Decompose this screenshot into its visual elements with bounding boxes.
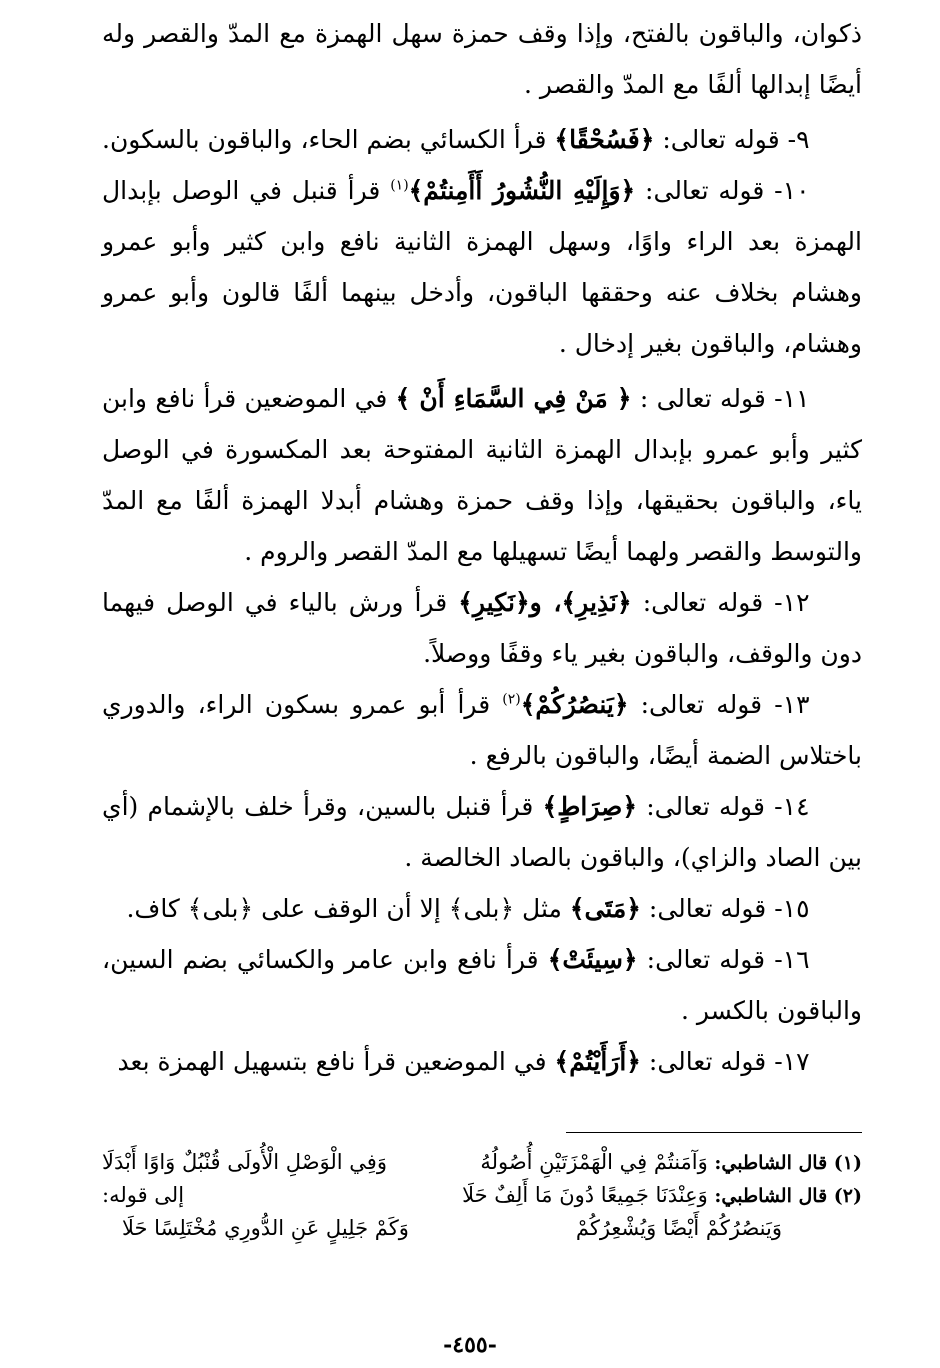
quran-word: ﴿مَتَى﴾ [569, 894, 641, 923]
item-lead: ١٦- قوله تعالى: [637, 945, 810, 974]
footnote-lead: (١) قال الشاطبي: [707, 1152, 862, 1174]
item-lead: ١٣- قوله تعالى: [628, 690, 810, 719]
main-text [102, 8, 862, 1087]
quran-word: ﴿يَنصُرُكُمْ﴾ [520, 690, 629, 719]
verse-second-half: إلى قوله: [102, 1183, 185, 1207]
item-lead: ٩- قوله تعالى: [654, 125, 810, 154]
footnotes [102, 1146, 862, 1244]
item-body: مثل ﴿بلى﴾ إلا أن الوقف على ﴿بلى﴾ كاف. [126, 894, 570, 923]
paragraph-continuation [102, 8, 862, 110]
item-lead: ١٢- قوله تعالى: [631, 588, 810, 617]
paragraph-item-12 [102, 577, 862, 679]
quran-word: ﴿نَذِيرِ﴾، و﴿نَكِيرِ﴾ [458, 588, 632, 617]
verse-first-half: وَعِنْدَنَا جَمِيعًا دُونَ مَا أَلِفٌ حَلَا [462, 1183, 708, 1207]
quran-word: ﴿وَإِلَيْهِ النُّشُورُ أَأَمِنتُمْ﴾ [408, 176, 636, 205]
quran-word: ﴿سِيئَتْ﴾ [547, 945, 638, 974]
footnote-1 [102, 1146, 862, 1179]
item-lead: ١٤- قوله تعالى: [637, 792, 810, 821]
paragraph-item-10 [102, 165, 862, 369]
footnote-2 [102, 1179, 862, 1212]
quran-word: ﴿صِرَاطٍ﴾ [542, 792, 637, 821]
item-lead: ١٥- قوله تعالى: [640, 894, 810, 923]
item-body: قرأ قنبل بالسين، وقرأ خلف بالإشمام (أي بين الصاد والزاي)، والباقون بالصاد الخالصة . [102, 792, 862, 872]
continuation-text: ذكوان، والباقون بالفتح، وإذا وقف حمزة سهل الهمزة مع المدّ والقصر وله أيضًا إبدالها ألفًا مع المدّ والقصر . [102, 19, 862, 99]
paragraph-item-17 [102, 1036, 862, 1087]
footnote-lead: (٢) قال الشاطبي: [707, 1185, 862, 1207]
paragraph-item-16 [102, 934, 862, 1036]
quran-word: ﴿فَسُحْقًا﴾ [554, 125, 655, 154]
item-body: في الموضعين قرأ نافع بتسهيل الهمزة بعد [117, 1047, 555, 1076]
item-body: قرأ الكسائي بضم الحاء، والباقون بالسكون. [102, 125, 555, 154]
item-lead: ١٠- قوله تعالى: [635, 176, 810, 205]
quran-word: ﴿أَرَأَيْتُمْ﴾ [554, 1047, 641, 1076]
item-body: قرأ قنبل في الوصل بإبدال الهمزة بعد الراء واوًا، وسهل الهمزة الثانية نافع وابن كثير وأبو عمرو وهشام بخلاف عنه وحققها الباقون، وأدخل بينهما ألفًا قالون وأبو عمرو وهشام، والباقون بغير إدخال . [102, 176, 862, 358]
verse-first-half: وَآمَنتُمْ فِي الْهَمْزَتَيْنِ أُصُولُهُ [480, 1150, 708, 1174]
paragraph-item-13 [102, 679, 862, 781]
page-number: -٤٥٥- [443, 1332, 497, 1358]
paragraph-item-11 [102, 373, 862, 577]
item-lead: ١٧- قوله تعالى: [640, 1047, 810, 1076]
item-body: قرأ أبو عمرو بسكون الراء، والدوري باختلاس الضمة أيضًا، والباقون بالرفع . [102, 690, 862, 770]
quran-word: ﴿ مَنْ فِي السَّمَاءِ أَنْ ﴾ [395, 384, 632, 413]
footnote-ref: (١) [390, 177, 409, 194]
verse-first-half: وَيَنصُرُكُمْ أَيْضًا وَيُشْعِرُكُمْ [575, 1216, 782, 1240]
item-lead: ١١- قوله تعالى : [631, 384, 810, 413]
footnote-ref: (٢) [502, 691, 521, 708]
verse-second-half: وَكَمْ جَلِيلٍ عَنِ الدُّورِي مُخْتَلِسًا حَلَا [122, 1216, 409, 1240]
verse-second-half: وَفِي الْوَصْلِ الْأُولَى قُنْبُلٌ وَاوًا أَبْدَلَا [102, 1150, 387, 1174]
item-body: قرأ نافع وابن عامر والكسائي بضم السين، والباقون بالكسر . [102, 945, 862, 1025]
paragraph-item-9 [102, 114, 862, 165]
footnote-divider [566, 1132, 862, 1133]
paragraph-item-15 [102, 883, 862, 934]
item-body: في الموضعين قرأ نافع وابن كثير وأبو عمرو بإبدال الهمزة الثانية المفتوحة بعد المكسورة في الوصل ياء، والباقون بحقيقها، وإذا وقف حمزة وهشام أبدلا الهمزة ألفًا مع المدّ والتوسط والقصر ولهما أيضًا تسهيلها مع المدّ القصر والروم . [102, 384, 862, 566]
item-body: قرأ ورش بالياء في الوصل فيهما دون والوقف، والباقون بغير ياء وقفًا ووصلاً. [102, 588, 862, 668]
paragraph-item-14 [102, 781, 862, 883]
footnote-2-continuation [102, 1212, 862, 1244]
